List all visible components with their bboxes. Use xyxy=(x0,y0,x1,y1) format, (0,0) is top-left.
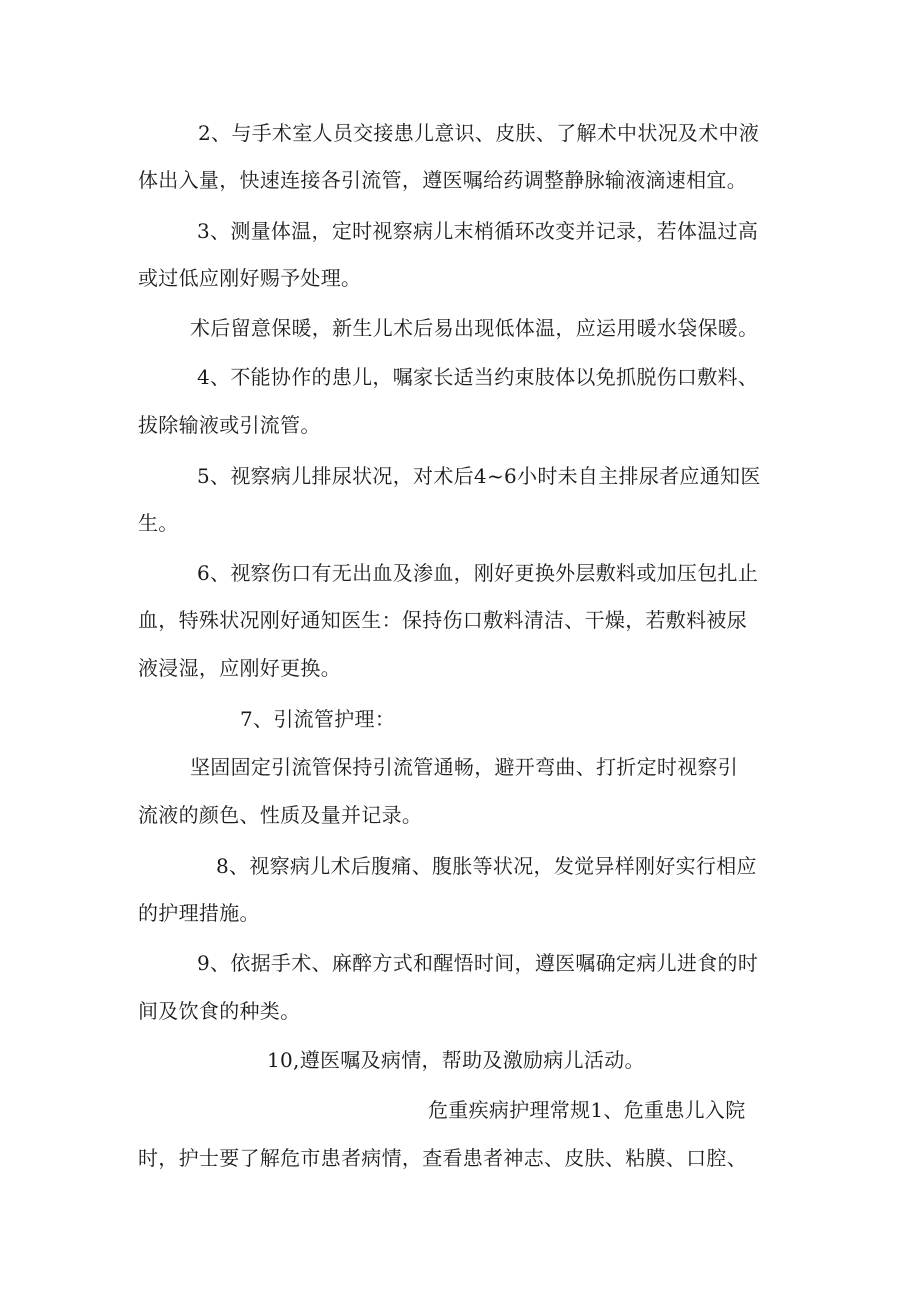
text-line: 4、不能协作的患儿，嘱家长适当约束肢体以免抓脱伤口敷料、 xyxy=(197,365,759,389)
text-line: 术后留意保暖，新生儿术后易出现低体温，应运用暖水袋保暖。 xyxy=(190,316,759,340)
text-line: 间及饮食的种类。 xyxy=(138,999,301,1023)
text-line: 时，护士要了解危市患者病情，查看患者神志、皮肤、粘膜、口腔、 xyxy=(138,1146,747,1170)
text-line: 的护理措施。 xyxy=(138,901,260,925)
text-line: 3、测量体温，定时视察病儿末梢循环改变并记录，若体温过高 xyxy=(197,219,759,243)
text-line: 坚固固定引流管保持引流管通畅，避开弯曲、打折定时视察引 xyxy=(190,755,739,779)
text-line: 液浸湿，应刚好更换。 xyxy=(138,656,341,680)
text-line: 6、视察伤口有无出血及渗血，刚好更换外层敷料或加压包扎止 xyxy=(197,561,759,585)
text-line: 2、与手术室人员交接患儿意识、皮肤、了解术中状况及术中液 xyxy=(198,121,760,145)
text-line: 血，特殊状况刚好通知医生：保持伤口敷料清洁、干燥，若敷料被尿 xyxy=(138,608,747,632)
text-line: 危重疾病护理常规1、危重患儿入院 xyxy=(428,1098,746,1122)
text-line: 7、引流管护理： xyxy=(240,707,396,731)
text-line: 或过低应刚好赐予处理。 xyxy=(138,266,362,290)
text-line: 5、视察病儿排尿状况，对术后4~6小时未自主排尿者应通知医 xyxy=(197,464,761,488)
text-line: 9、依据手术、麻醉方式和醒悟时间，遵医嘱确定病儿进食的时 xyxy=(197,951,759,975)
text-line: 体出入量，快速连接各引流管，遵医嘱给药调整静脉输液滴速相宜。 xyxy=(138,168,747,192)
text-line: 生。 xyxy=(138,511,179,535)
text-line: 8、视察病儿术后腹痛、腹胀等状况，发觉异样刚好实行相应 xyxy=(216,854,757,878)
text-line: 10,遵医嘱及病情，帮助及激励病儿活动。 xyxy=(267,1048,645,1072)
text-line: 流液的颜色、性质及量并记录。 xyxy=(138,803,423,827)
text-line: 拔除输液或引流管。 xyxy=(138,413,321,437)
